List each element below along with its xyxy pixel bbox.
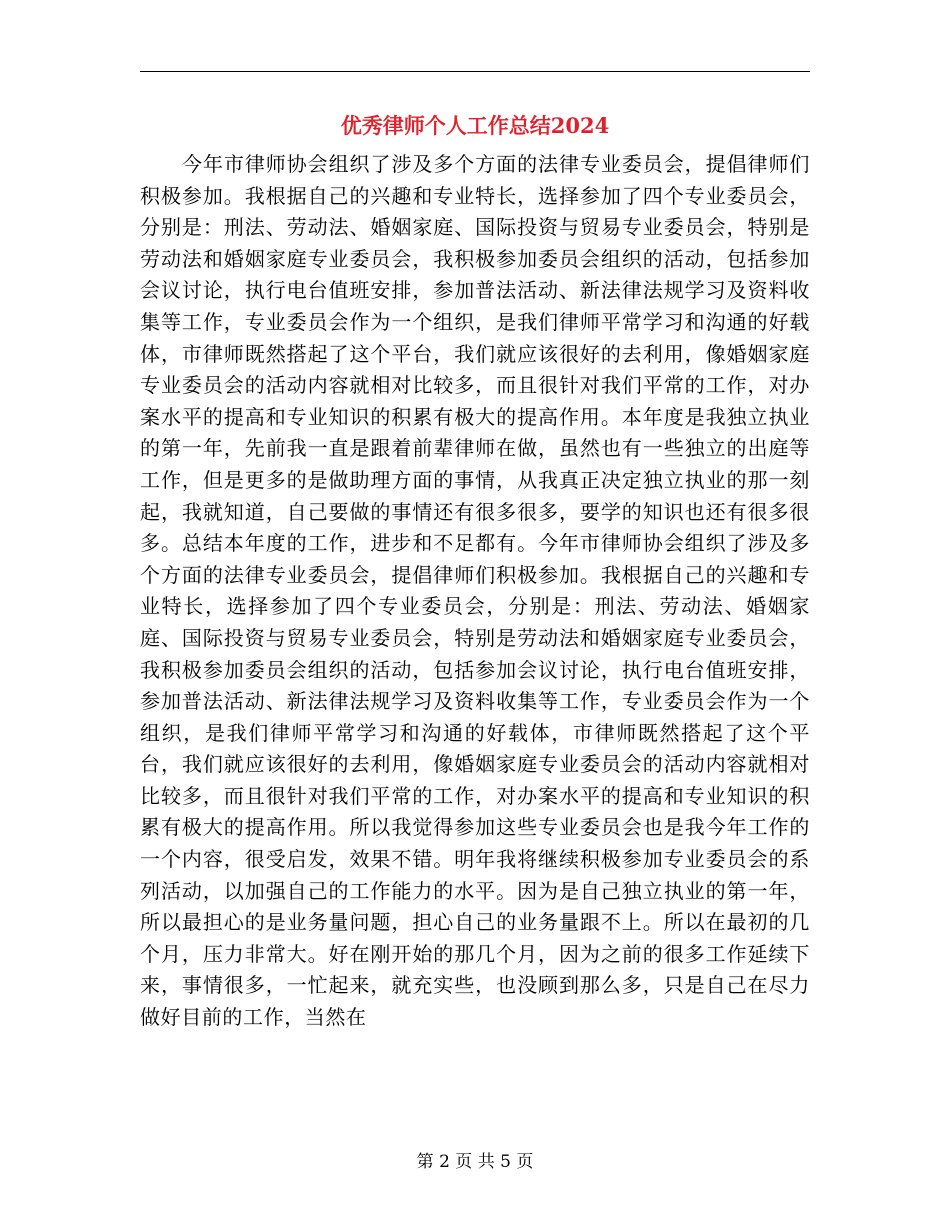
footer-page-suffix: 页 <box>516 1152 534 1172</box>
document-title: 优秀律师个人工作总结2024 <box>340 113 610 138</box>
footer-page-middle: 页 共 <box>455 1152 495 1172</box>
footer-total-pages: 5 <box>500 1152 511 1172</box>
page-footer <box>140 1150 810 1174</box>
footer-page-prefix: 第 <box>416 1152 434 1172</box>
body-paragraph: 今年市律师协会组织了涉及多个方面的法律专业委员会，提倡律师们积极参加。我根据自己的兴趣和专业特长，选择参加了四个专业委员会，分别是：刑法、劳动法、婚姻家庭、国际投资与贸易专业委员会，特别是劳动法和婚姻家庭专业委员会，我积极参加委员会组织的活动，包括参加会议讨论，执行电台值班安排，参加普法活动、新法律法规学习及资料收集等工作，专业委员会作为一个组织，是我们律师平常学习和沟通的好载体，市律师既然搭起了这个平台，我们就应该很好的去利用，像婚姻家庭专业委员会的活动内容就相对比较多，而且很针对我们平常的工作，对办案水平的提高和专业知识的积累有极大的提高作用。本年度是我独立执业的第一年，先前我一直是跟着前辈律师在做，虽然也有一些独立的出庭等工作，但是更多的是做助理方面的事情，从我真正决定独立执业的那一刻起，我就知道，自己要做的事情还有很多很多，要学的知识也还有很多很多。总结本年度的工作，进步和不足都有。今年市律师协会组织了涉及多个方面的法律专业委员会，提倡律师们积极参加。我根据自己的兴趣和专业特长，选择参加了四个专业委员会，分别是：刑法、劳动法、婚姻家庭、国际投资与贸易专业委员会，特别是劳动法和婚姻家庭专业委员会，我积极参加委员会组织的活动，包括参加会议讨论，执行电台值班安排，参加普法活动、新法律法规学习及资料收集等工作，专业委员会作为一个组织，是我们律师平常学习和沟通的好载体，市律师既然搭起了这个平台，我们就应该很好的去利用，像婚姻家庭专业委员会的活动内容就相对比较多，而且很针对我们平常的工作，对办案水平的提高和专业知识的积累有极大的提高作用。所以我觉得参加这些专业委员会也是我今年工作的一个内容，很受启发，效果不错。明年我将继续积极参加专业委员会的系列活动，以加强自己的工作能力的水平。因为是自己独立执业的第一年，所以最担心的是业务量问题，担心自己的业务量跟不上。所以在最初的几个月，压力非常大。好在刚开始的那几个月，因为之前的很多工作延续下来，事情很多，一忙起来，就充实些，也没顾到那么多，只是自己在尽力做好目前的工作，当然在 <box>140 152 810 1030</box>
footer-current-page: 2 <box>439 1152 450 1172</box>
header-rule <box>140 71 810 72</box>
